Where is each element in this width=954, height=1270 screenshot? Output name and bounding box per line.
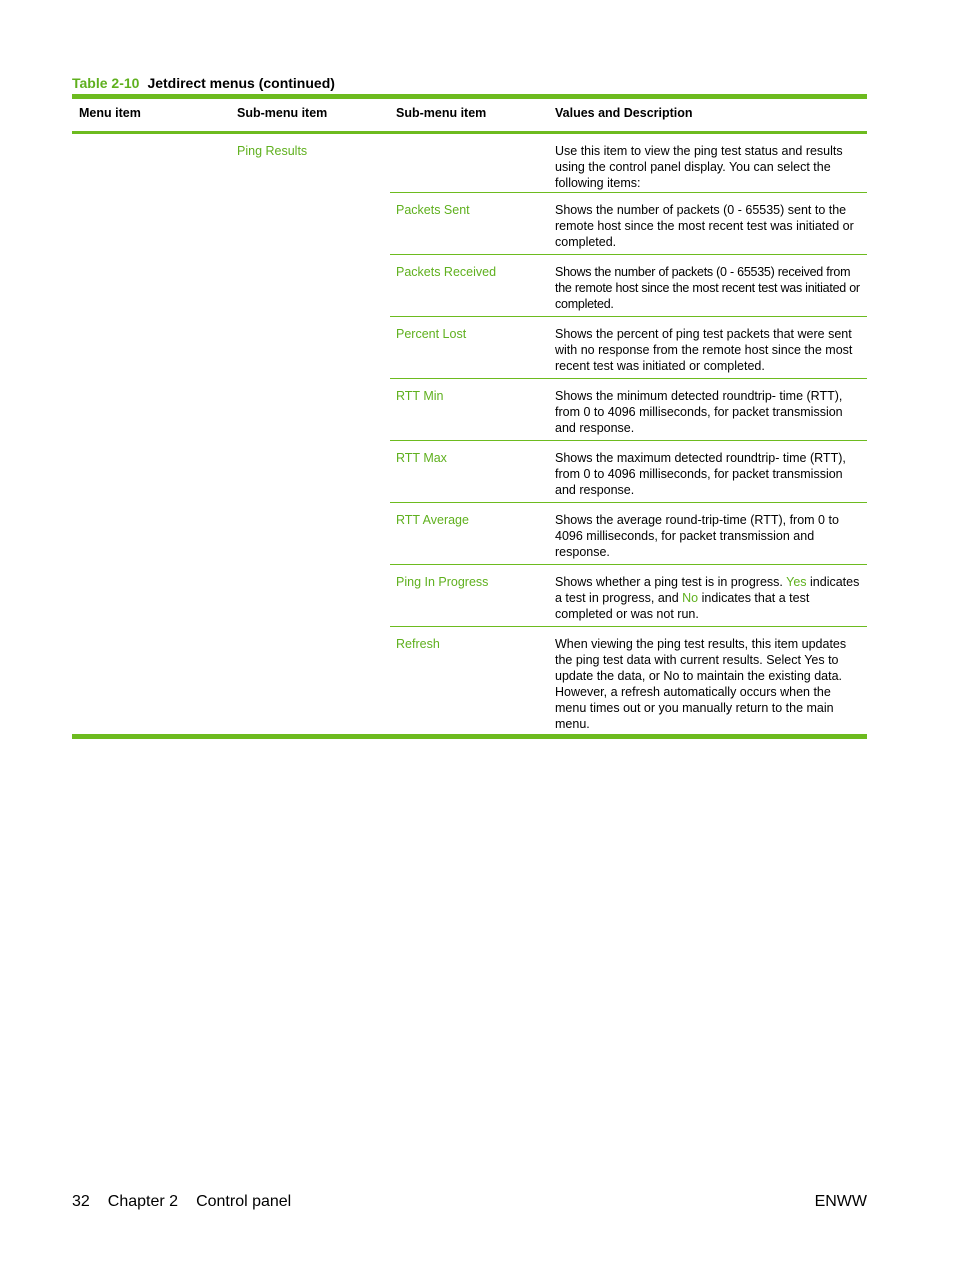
table-title: Jetdirect menus (continued) xyxy=(147,75,335,91)
packets-received-description: Shows the number of packets (0 - 65535) received from the remote host since the most recent test was initiated or completed. xyxy=(555,265,860,311)
header-values-description: Values and Description xyxy=(555,106,693,120)
table-row xyxy=(72,379,867,441)
table-row-refresh xyxy=(72,627,867,734)
table-bottom-rule xyxy=(72,734,867,739)
ping-results-description: Use this item to view the ping test status and results using the control panel display. You can select the following items: xyxy=(555,144,843,190)
pip-desc-part2: indicates a test in progress, and xyxy=(555,575,860,605)
no-value[interactable]: No xyxy=(682,591,699,605)
rtt-max-item[interactable]: RTT Max xyxy=(396,451,447,465)
packets-received-item[interactable]: Packets Received xyxy=(396,265,497,279)
refresh-description: When viewing the ping test results, this item updates the ping test data with current results. Select Yes to update the data, or No to maintain the existing data. However, a refresh automatically occurs when the menu times out or you manually return to the main menu. xyxy=(555,637,847,731)
table-header-row xyxy=(72,99,867,131)
header-menu-item: Menu item xyxy=(79,106,141,120)
page-number: 32 xyxy=(72,1193,90,1210)
percent-lost-description: Shows the percent of ping test packets that were sent with no response from the remote host since the most recent test was initiated or completed. xyxy=(555,327,853,373)
footer-left xyxy=(72,1193,309,1211)
ping-in-progress-item[interactable]: Ping In Progress xyxy=(396,575,489,589)
rtt-average-item[interactable]: RTT Average xyxy=(396,513,469,527)
header-sub-menu-item: Sub-menu item xyxy=(237,106,328,120)
ping-in-progress-description xyxy=(555,574,862,622)
percent-lost-item[interactable]: Percent Lost xyxy=(396,327,467,341)
rtt-average-description: Shows the average round-trip-time (RTT), from 0 to 4096 milliseconds, for packet transmission and response. xyxy=(555,513,839,559)
chapter-label: Chapter 2 xyxy=(107,1193,179,1210)
packets-sent-description: Shows the number of packets (0 - 65535) sent to the remote host since the most recent test was initiated or completed. xyxy=(555,203,854,249)
table-row-ping-in-progress xyxy=(72,565,867,627)
table-caption xyxy=(72,75,335,91)
table-row xyxy=(72,441,867,503)
table-row xyxy=(72,317,867,379)
rtt-min-description: Shows the minimum detected roundtrip- time (RTT), from 0 to 4096 milliseconds, for packet transmission and response. xyxy=(555,389,843,435)
table-row xyxy=(72,503,867,565)
jetdirect-menus-table xyxy=(72,94,867,739)
chapter-title: Control panel xyxy=(196,1193,292,1210)
header-sub-menu-item-2: Sub-menu item xyxy=(396,106,487,120)
rtt-max-description: Shows the maximum detected roundtrip- time (RTT), from 0 to 4096 milliseconds, for packet transmission and response. xyxy=(555,451,846,497)
rtt-min-item[interactable]: RTT Min xyxy=(396,389,444,403)
table-number: Table 2-10 xyxy=(72,75,140,91)
table-row-ping-results xyxy=(72,134,867,193)
table-row xyxy=(72,193,867,255)
packets-sent-item[interactable]: Packets Sent xyxy=(396,203,470,217)
locale-code: ENWW xyxy=(814,1193,867,1210)
pip-desc-part1: Shows whether a ping test is in progress. xyxy=(555,575,787,589)
refresh-item[interactable]: Refresh xyxy=(396,637,440,651)
yes-value[interactable]: Yes xyxy=(786,575,807,589)
pip-desc-part3: indicates that a test completed or was not run. xyxy=(555,591,810,621)
ping-results-item[interactable]: Ping Results xyxy=(237,144,308,158)
table-row xyxy=(72,255,867,317)
